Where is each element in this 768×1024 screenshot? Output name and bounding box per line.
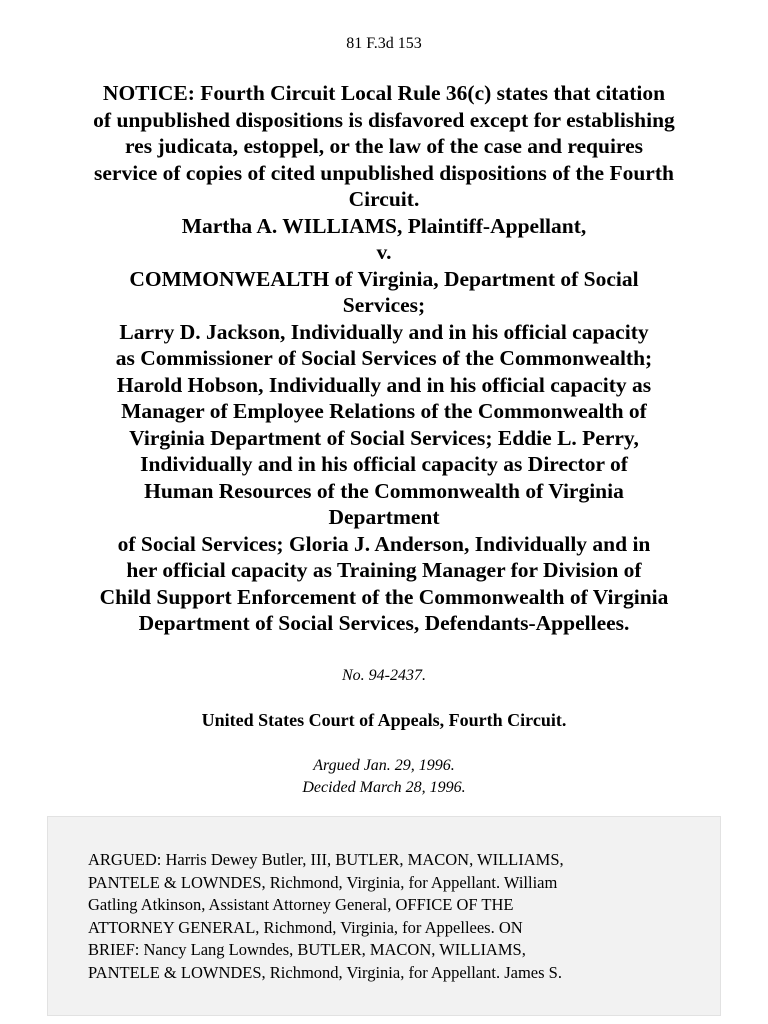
caption-line: as Commissioner of Social Services of the Commonwealth; <box>115 346 653 370</box>
caption-line: Martha A. WILLIAMS, Plaintiff-Appellant, <box>181 213 587 238</box>
caption-line: Child Support Enforcement of the Commonwealth of Virginia <box>99 584 669 609</box>
caption-line: her official capacity as Training Manager for Division of <box>126 558 642 582</box>
counsel-box <box>47 816 721 1016</box>
counsel-line: ATTORNEY GENERAL, Richmond, Virginia, for Appellees. ON <box>88 917 523 937</box>
caption-line: res judicata, estoppel, or the law of the case and requires <box>125 134 643 158</box>
court-name: United States Court of Appeals, Fourth Circuit. <box>201 710 567 730</box>
caption-line: Department of Social Services, Defendants-Appellees. <box>138 611 630 635</box>
docket-number: No. 94-2437. <box>342 667 426 684</box>
caption-line: Human Resources of the Commonwealth of Virginia <box>144 478 624 503</box>
caption-line: Manager of Employee Relations of the Commonwealth of <box>121 399 647 423</box>
caption-line: Circuit. <box>348 187 420 211</box>
counsel-line: Gatling Atkinson, Assistant Attorney General, OFFICE OF THE <box>88 895 514 914</box>
caption-line: Individually and in his official capacity as Director of <box>140 452 628 476</box>
caption-line: Virginia Department of Social Services; Eddie L. Perry, <box>129 425 639 450</box>
counsel-line: ARGUED: Harris Dewey Butler, III, BUTLER, MACON, WILLIAMS, <box>88 850 564 869</box>
reporter-citation: 81 F.3d 153 <box>346 35 422 52</box>
caption-line: NOTICE: Fourth Circuit Local Rule 36(c) states that citation <box>102 81 666 105</box>
caption-line: service of copies of cited unpublished dispositions of the Fourth <box>94 160 674 185</box>
counsel-text <box>88 849 708 984</box>
caption-line: Harold Hobson, Individually and in his official capacity as <box>116 372 652 397</box>
caption-line: v. <box>376 240 392 264</box>
decided-date: Decided March 28, 1996. <box>302 779 466 796</box>
argued-date: Argued Jan. 29, 1996. <box>313 757 455 774</box>
counsel-line: BRIEF: Nancy Lang Lowndes, BUTLER, MACON, WILLIAMS, <box>88 940 526 959</box>
case-caption <box>40 80 728 637</box>
caption-line: Larry D. Jackson, Individually and in his official capacity <box>119 319 649 344</box>
caption-line: of unpublished dispositions is disfavored except for establishing <box>93 107 675 132</box>
caption-line: of Social Services; Gloria J. Anderson, Individually and in <box>117 531 651 556</box>
caption-line: COMMONWEALTH of Virginia, Department of Social <box>129 266 639 291</box>
counsel-line: PANTELE & LOWNDES, Richmond, Virginia, for Appellant. William <box>88 872 558 892</box>
caption-line: Department <box>328 505 440 529</box>
counsel-line: PANTELE & LOWNDES, Richmond, Virginia, for Appellant. James S. <box>88 962 562 982</box>
caption-line: Services; <box>342 293 426 317</box>
decision-dates <box>0 755 768 799</box>
